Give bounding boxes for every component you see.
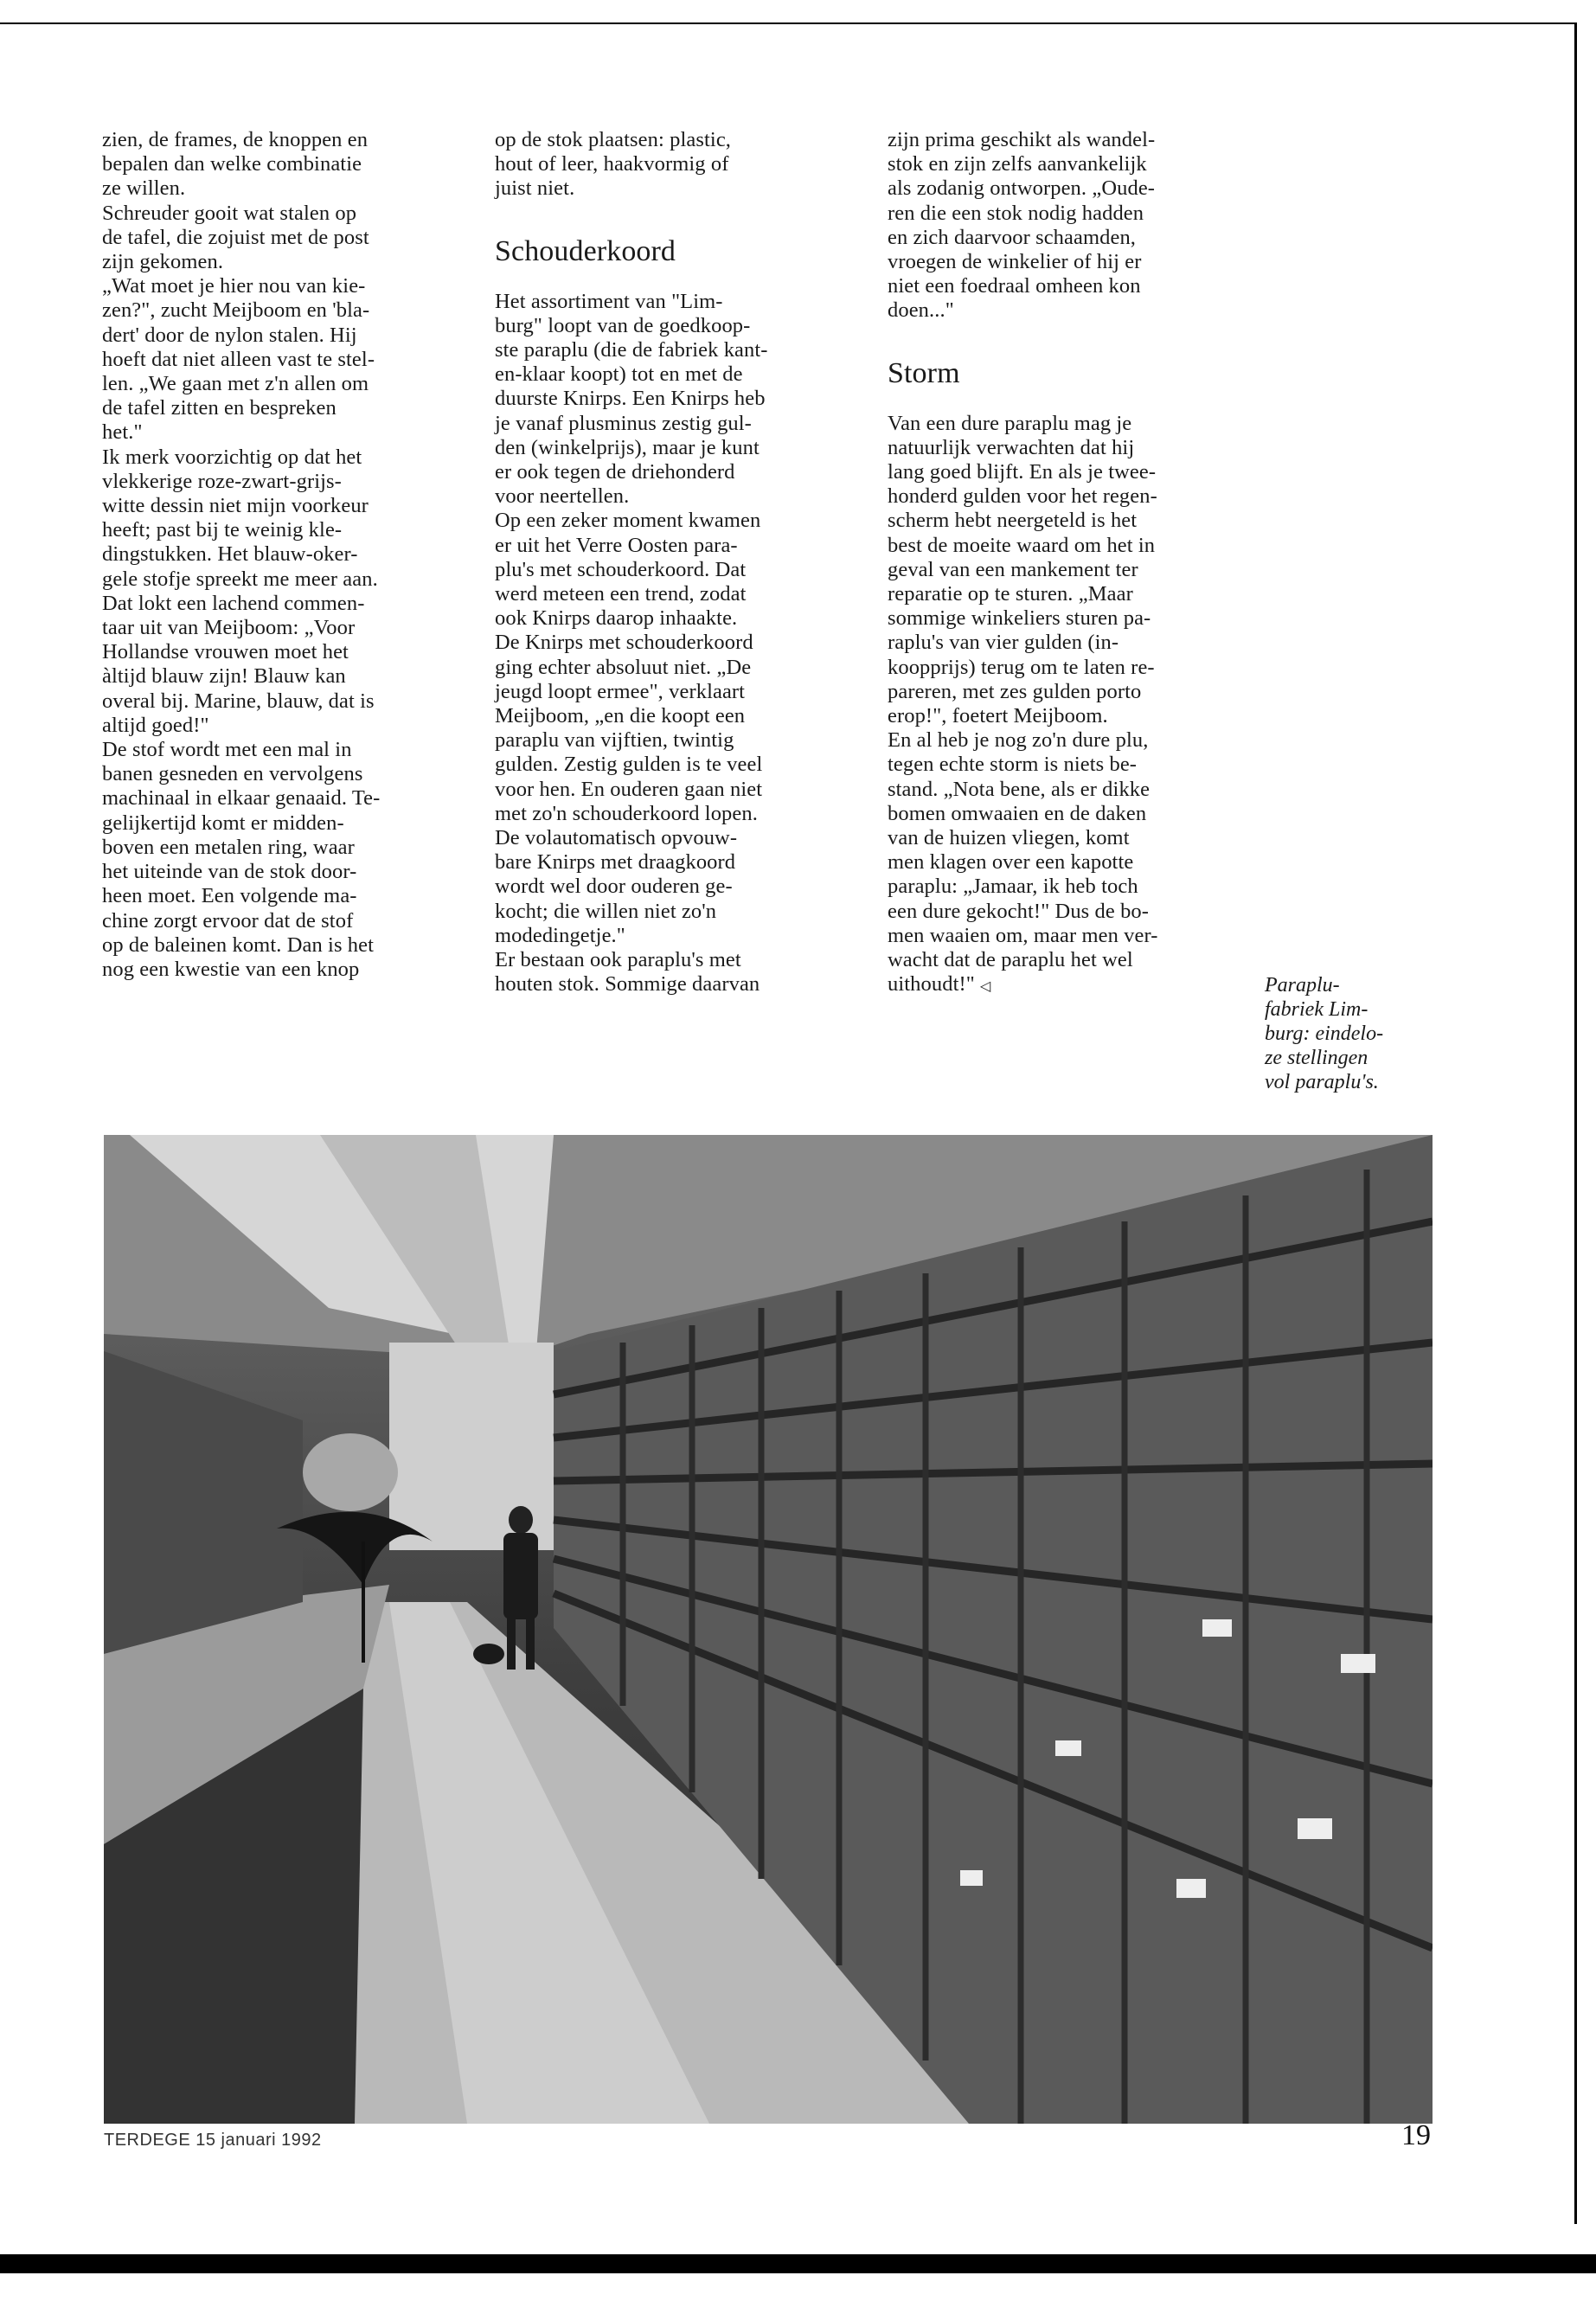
top-rule bbox=[0, 22, 1576, 24]
section-heading: Storm bbox=[888, 356, 960, 389]
column-1 bbox=[102, 128, 465, 982]
photo-caption: Paraplu- fabriek Lim- burg: eindelo- ze stellingen vol paraplu's. bbox=[1265, 974, 1384, 1093]
person-head bbox=[509, 1506, 533, 1534]
end-of-article-mark: ◁ bbox=[979, 979, 991, 995]
paragraph: Het assortiment van "Lim- burg" loopt van de goedkoop- ste paraplu (die de fabriek kant- en-klaar koopt) tot en met de duurste Knirps. Een Knirps heb je vanaf plusminus zestig gul- den (winkelprijs), maar je kunt er ook tegen de driehonderd voor neertellen. bbox=[495, 289, 768, 509]
paragraph bbox=[888, 728, 1251, 999]
paragraph: Er bestaan ook paraplu's met houten stok. Sommige daarvan bbox=[495, 948, 760, 997]
person-leg bbox=[507, 1618, 516, 1670]
person-leg bbox=[526, 1618, 535, 1670]
column-2 bbox=[495, 128, 858, 997]
paragraph: Schreuder gooit wat stalen op de tafel, die zojuist met de post zijn gekomen. bbox=[102, 201, 369, 274]
page-number: 19 bbox=[1401, 2119, 1431, 2151]
column-3 bbox=[888, 128, 1251, 1000]
paragraph: Op een zeker moment kwamen er uit het Verre Oosten para- plu's met schouderkoord. Dat werd meteen een trend, zodat ook Knirps daarop inhaakte. De Knirps met schouderkoord ging echter absoluut niet. „De jeugd loopt ermee", verklaart Meijboom, „en die koopt een paraplu van vijftien, twintig gulden. Zestig gulden is te veel voor hen. En ouderen gaan niet met zo'n schouderkoord lopen. De volautomatisch opvouw- bare Knirps met draagkoord wordt wel door ouderen ge- kocht; die willen niet zo'n modedingetje." bbox=[495, 509, 763, 947]
warehouse-photo bbox=[104, 1135, 1433, 2124]
paragraph: zien, de frames, de knoppen en bepalen dan welke combinatie ze willen. bbox=[102, 128, 369, 201]
paragraph: zijn prima geschikt als wandel- stok en zijn zelfs aanvankelijk als zodanig ontworpen. „Oude- ren die een stok nodig hadden en zich daarvoor schaamden, vroegen de winkelier of hij er niet een foedraal omheen kon doen..." bbox=[888, 128, 1156, 323]
paragraph-text: En al heb je nog zo'n dure plu, tegen echte storm is niets be- stand. „Nota bene, als er dikke bomen omwaaien en de daken van de huizen vliegen, komt men klagen over een kapotte paraplu: „Jamaar, ik heb toch een dure gekocht!" Dus de bo- men waaien om, maar men ver- wacht dat de paraplu het wel uithoudt!" bbox=[888, 728, 1158, 997]
footer-publication: TERDEGE 15 januari 1992 bbox=[104, 2131, 322, 2150]
warehouse-illustration bbox=[104, 1135, 1433, 2124]
person-body bbox=[503, 1533, 538, 1619]
bottom-bar bbox=[0, 2254, 1596, 2273]
paragraph: op de stok plaatsen: plastic, hout of leer, haakvormig of juist niet. bbox=[495, 128, 732, 201]
right-rule bbox=[1574, 22, 1577, 2224]
patterned-umbrella bbox=[303, 1433, 398, 1511]
section-heading: Schouderkoord bbox=[495, 234, 676, 267]
paragraph: Ik merk voorzichtig op dat het vlekkerige roze-zwart-grijs- witte dessin niet mijn voorkeur heeft; past bij te weinig kle- dingstukken. Het blauw-oker- gele stofje spreekt me meer aan. Dat lokt een lachend commen- taar uit van Meijboom: „Voor Hollandse vrouwen moet het àltijd blauw zijn! Blauw kan overal bij. Marine, blauw, dat is altijd goed!" bbox=[102, 445, 378, 737]
left-shelving bbox=[104, 1351, 303, 1654]
paragraph: De stof wordt met een mal in banen gesneden en vervolgens machinaal in elkaar genaaid. Te- gelijkertijd komt er midden- boven een metalen ring, waar het uiteinde van de stok door- heen moet. Een volgende ma- chine zorgt ervoor dat de stof op de baleinen komt. Dan is het nog een kwestie van een knop bbox=[102, 738, 381, 981]
dog bbox=[473, 1644, 504, 1664]
paragraph: „Wat moet je hier nou van kie- zen?", zucht Meijboom en 'bla- dert' door de nylon stalen. Hij hoeft dat niet alleen vast te stel- len. „We gaan met z'n allen om de tafel zitten en bespreken het." bbox=[102, 274, 375, 445]
paragraph: Van een dure paraplu mag je natuurlijk verwachten dat hij lang goed blijft. En als je twee- honderd gulden voor het regen- scherm hebt neergeteld is het best de moeite waard om het in geval van een mankement ter reparatie op te sturen. „Maar sommige winkeliers sturen pa- raplu's van vier gulden (in- koopprijs) terug om te laten re- pareren, met zes gulden porto erop!", foetert Meijboom. bbox=[888, 411, 1157, 728]
